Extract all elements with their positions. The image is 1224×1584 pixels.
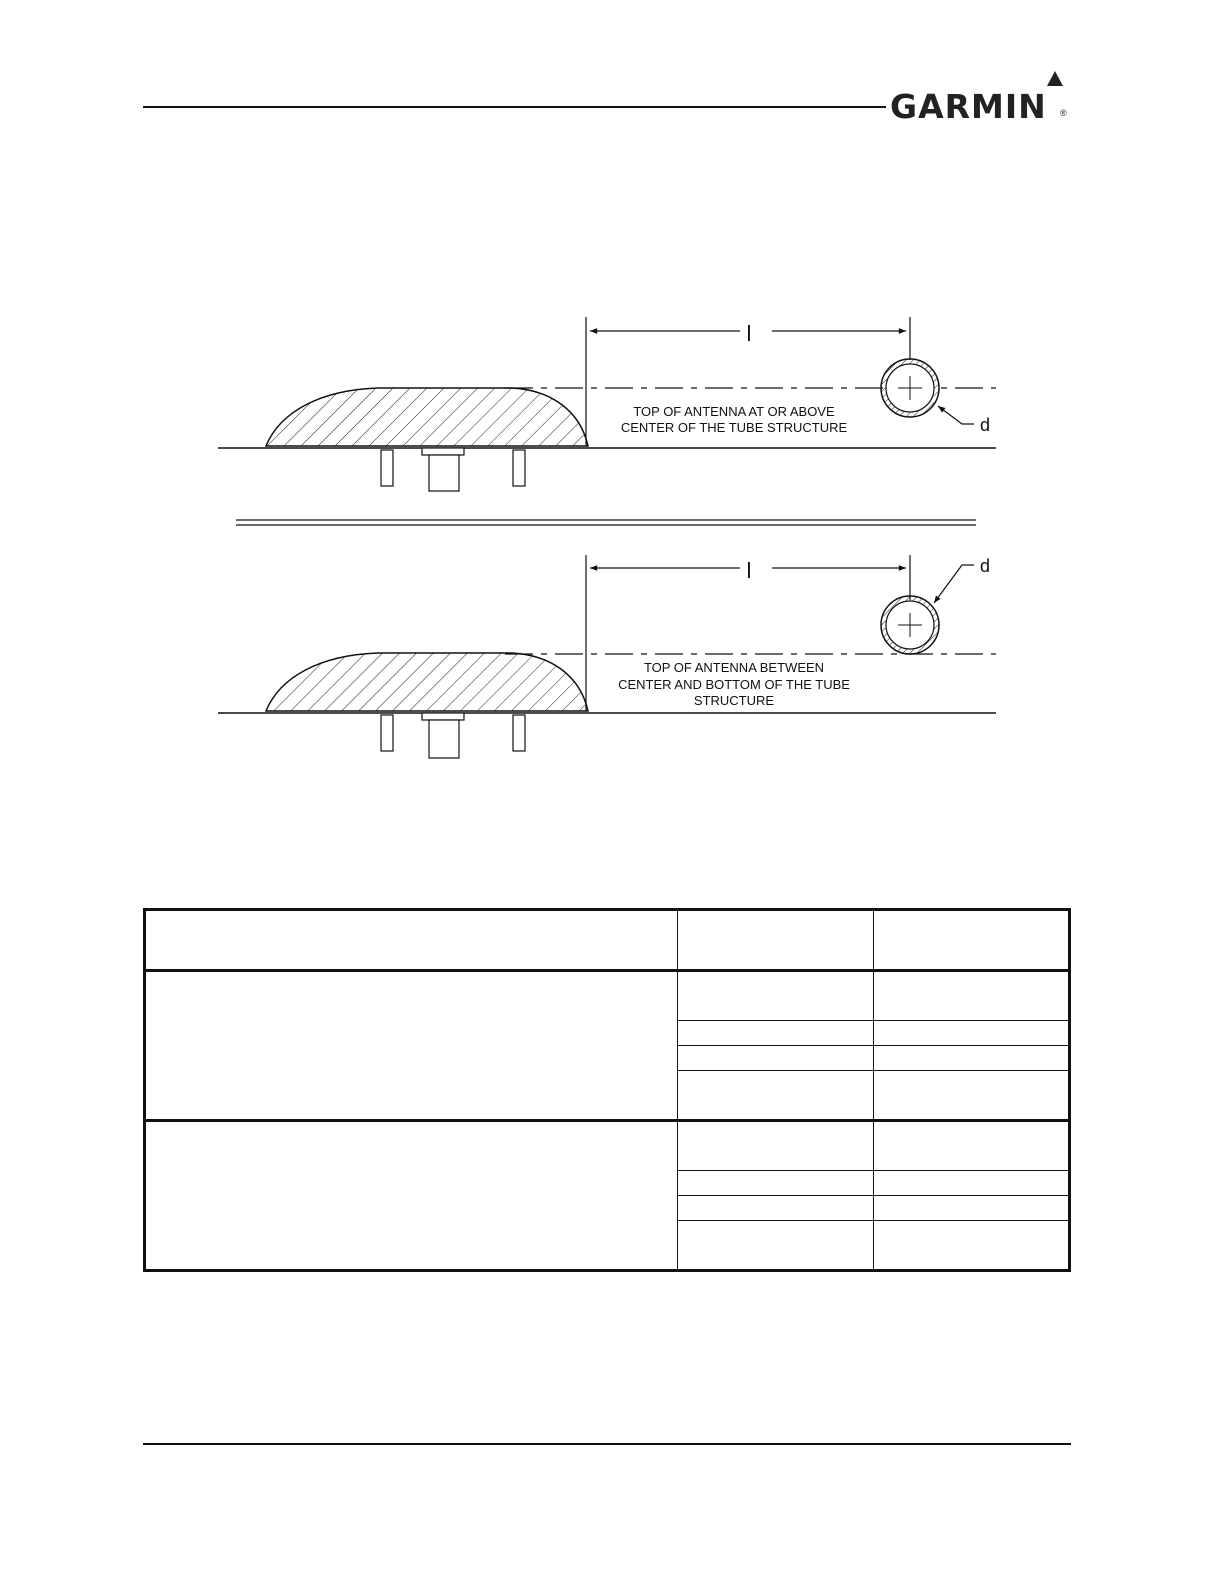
top-caption-line-1: TOP OF ANTENNA AT OR ABOVE (633, 404, 835, 419)
top-antenna-stud-left (381, 450, 393, 486)
bottom-antenna-connector-flange (422, 713, 464, 720)
table-row (145, 971, 1070, 1021)
top-caption-line-2: CENTER OF THE TUBE STRUCTURE (620, 420, 848, 435)
top-antenna-body (266, 388, 588, 446)
table-cell (873, 1171, 1069, 1196)
table-row (145, 1121, 1070, 1171)
bottom-antenna-body (266, 653, 588, 711)
table-cell (678, 971, 873, 1021)
bottom-antenna-stud-left (381, 715, 393, 751)
table-cell (873, 1221, 1069, 1271)
top-antenna-connector (429, 455, 459, 491)
table-cell (678, 1221, 873, 1271)
table-cell (873, 1021, 1069, 1046)
table-cell (678, 1021, 873, 1046)
top-antenna-stud-right (513, 450, 525, 486)
table-header-cell (873, 910, 1069, 971)
table-header-cell (145, 910, 678, 971)
header-rule (143, 106, 886, 108)
table-cell (873, 971, 1069, 1021)
bottom-antenna-stud-right (513, 715, 525, 751)
table-cell (678, 1071, 873, 1121)
bottom-caption-line-3: STRUCTURE (693, 693, 775, 708)
top-diameter-label: d (980, 415, 991, 435)
garmin-logo (888, 70, 1078, 130)
antenna-tube-diagram (200, 300, 1020, 780)
table-header-row (145, 910, 1070, 971)
top-dimension-label: l (746, 321, 752, 346)
table-cell (678, 1046, 873, 1071)
table-cell (873, 1046, 1069, 1071)
table-header-cell (678, 910, 873, 971)
table-group-label (145, 971, 678, 1121)
table-group-label (145, 1121, 678, 1271)
table-cell (678, 1171, 873, 1196)
table-cell (873, 1196, 1069, 1221)
table-cell (873, 1121, 1069, 1171)
table-cell (873, 1071, 1069, 1121)
top-diameter-leader (938, 406, 974, 424)
table-cell (678, 1196, 873, 1221)
spacing-table (143, 908, 1071, 1272)
bottom-dimension-label: l (746, 558, 752, 583)
logo-wordmark: GARMIN (890, 87, 1047, 126)
top-panel (218, 317, 996, 491)
table-cell (678, 1121, 873, 1171)
bottom-panel (218, 555, 996, 758)
bottom-diameter-leader (934, 565, 974, 603)
bottom-caption-line-2: CENTER AND BOTTOM OF THE TUBE (618, 677, 850, 692)
top-antenna-connector-flange (422, 448, 464, 455)
logo-registered-mark: ® (1060, 108, 1067, 118)
bottom-caption-line-1: TOP OF ANTENNA BETWEEN (643, 660, 825, 675)
footer-rule (143, 1443, 1071, 1445)
bottom-antenna-connector (429, 720, 459, 758)
bottom-diameter-label: d (980, 556, 991, 576)
